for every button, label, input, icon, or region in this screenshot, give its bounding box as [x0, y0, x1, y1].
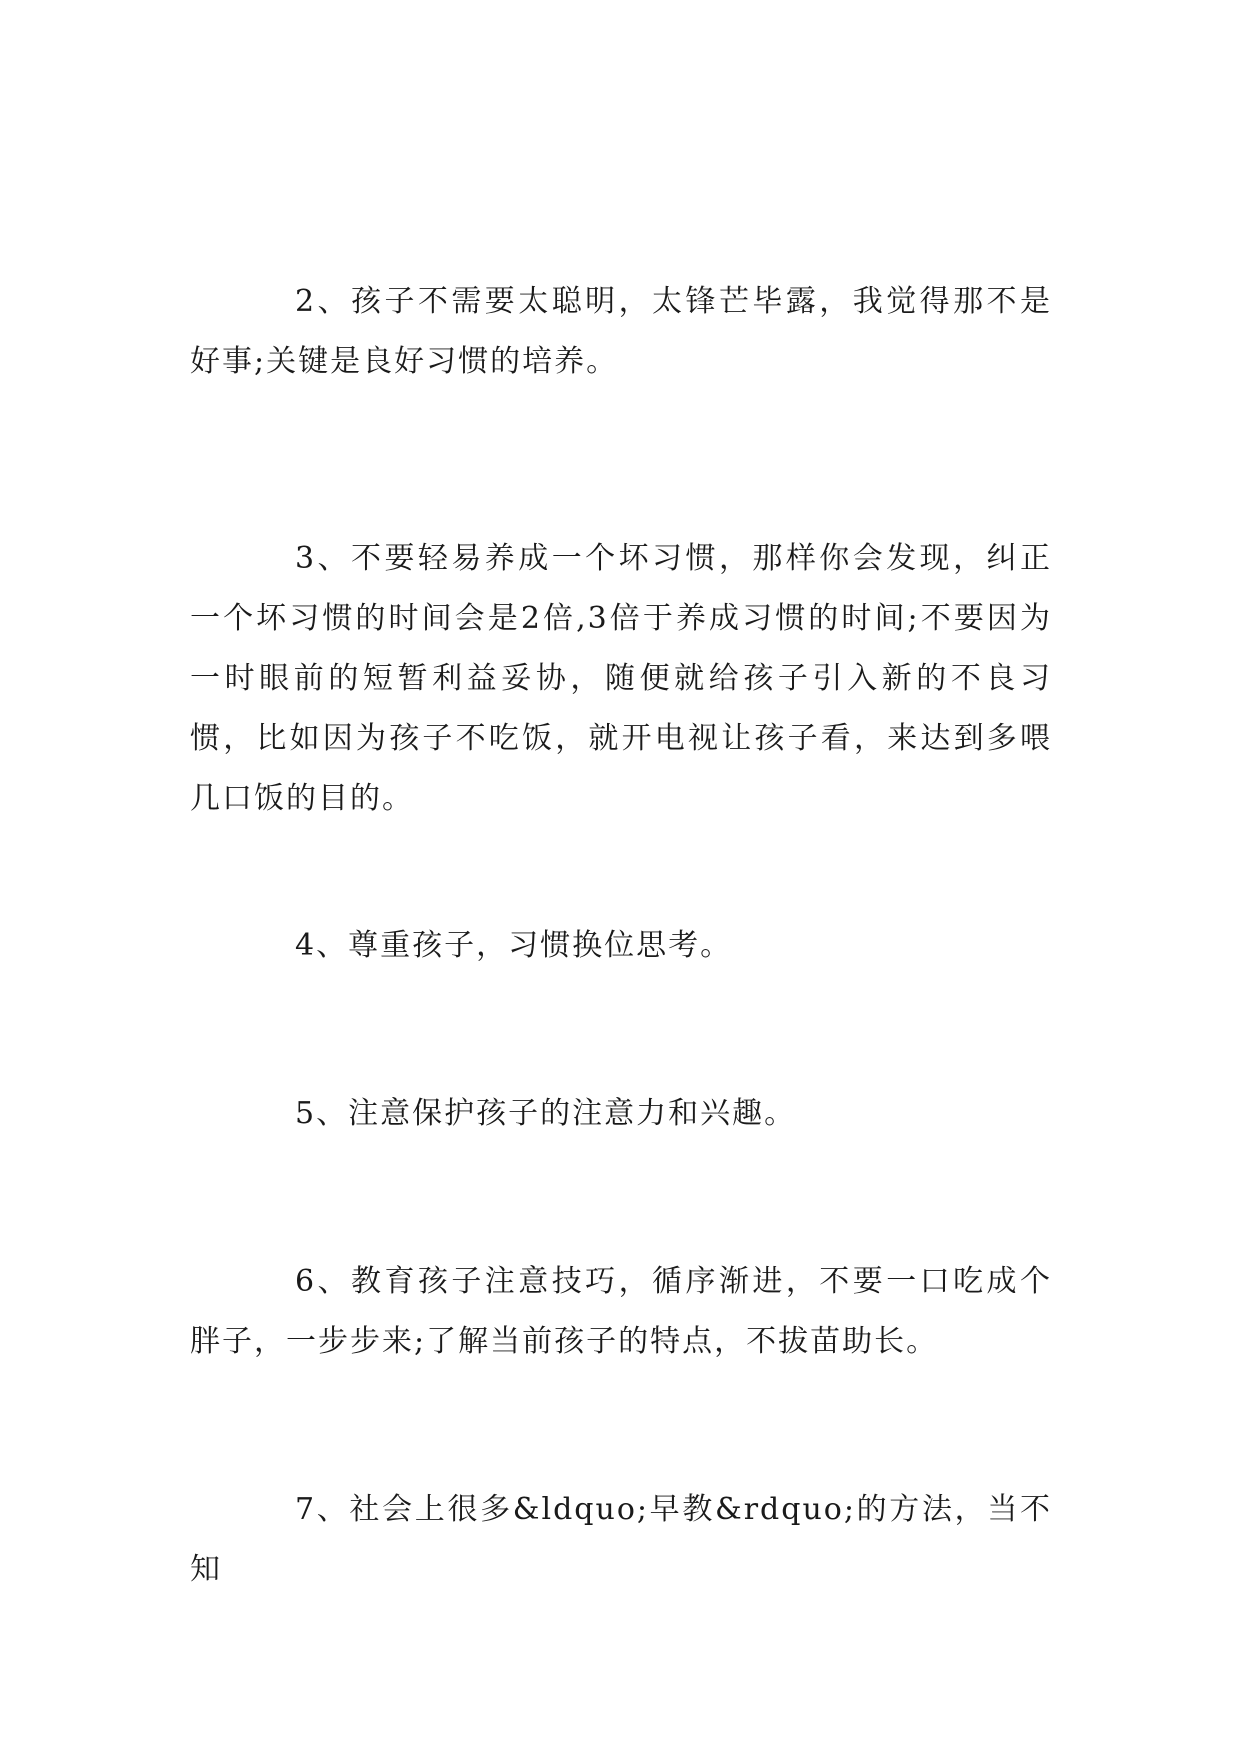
paragraph-7: 7、社会上很多&ldquo;早教&rdquo;的方法，当不知 — [190, 1492, 1052, 1587]
paragraph-5: 5、注意保护孩子的注意力和兴趣。 — [295, 1096, 797, 1131]
paragraph-6: 6、教育孩子注意技巧，循序渐进，不要一口吃成个胖子，一步步来;了解当前孩子的特点，不拔苗助长。 — [190, 1264, 1052, 1359]
paragraph-2: 2、孩子不需要太聪明，太锋芒毕露，我觉得那不是好事;关键是良好习惯的培养。 — [190, 284, 1052, 379]
paragraph-4: 4、尊重孩子，习惯换位思考。 — [295, 928, 733, 963]
paragraph-3: 3、不要轻易养成一个坏习惯，那样你会发现，纠正一个坏习惯的时间会是2倍,3倍于养成习惯的时间;不要因为一时眼前的短暂利益妥协，随便就给孩子引入新的不良习惯，比如因为孩子不吃饭，就开电视让孩子看，来达到多喂几口饭的目的。 — [190, 541, 1052, 816]
